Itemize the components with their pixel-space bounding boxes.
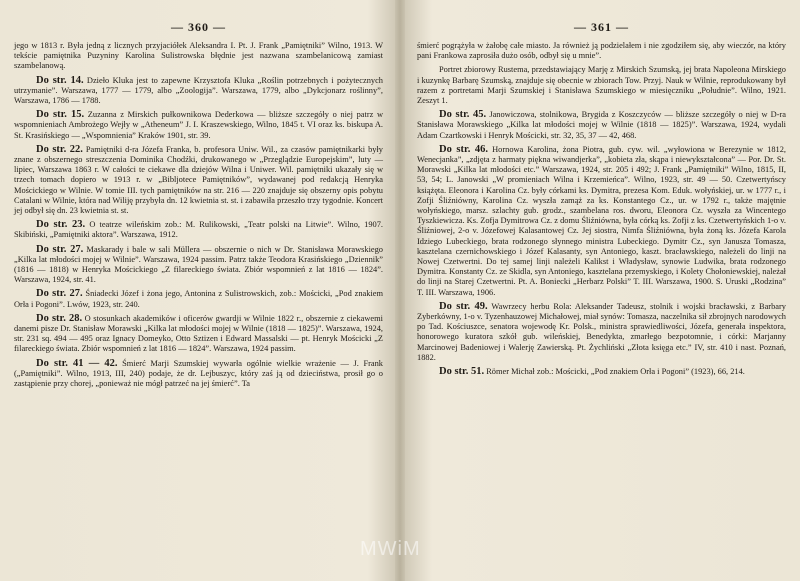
note-text: Zuzanna z Mirskich pułkownikowa Dederkowa — bliższe szczegóły o niej patrz w wspomnieniach Ambrożego Wejły w „Atheneum” J. I. Kraszewskiego, Wilno, 1845 t. VI oraz ks. biskupa A. St. Krasińskiego — „Wspomnienia” Kraków 1901, str. 39. — [14, 110, 383, 140]
note-entry — [14, 76, 383, 107]
note-entry — [417, 367, 786, 377]
note-text: Dzieło Kluka jest to zapewne Krzysztofa Kluka „Roślin potrzebnych i pożytecznych utrzymanie”. Warszawa, 1777 — 1779, albo „Zoologija”. Warszawa, 1779, albo „Dykcjonarz roślinny”, Warszawa, 1786 — 1788. — [14, 75, 383, 106]
page-number-right: — 361 — — [574, 20, 629, 34]
note-reference: Do str. 27. — [36, 288, 83, 300]
note-reference: Do str. 45. — [439, 109, 487, 121]
note-text: Römer Michał zob.: Mościcki, „Pod znakiem Orła i Pogoni” (1923), 66, 214. — [486, 367, 745, 377]
book-gutter — [395, 0, 405, 581]
note-reference: Do str. 49. — [439, 300, 488, 312]
note-text: jego w 1813 r. Była jedną z licznych przyjaciółek Aleksandra I. Pt. J. Frank „Pamiętniki” Wilno, 1913. W tekście pamiętnika Puzyniny Karolina Sulistrowska błędnie jest nazwana szambelanicową zamiast szambelanową. — [14, 41, 383, 71]
note-entry — [14, 245, 383, 286]
page-number-left: — 360 — — [171, 20, 226, 34]
note-text: Janowiczowa, stolnikowa, Brygida z Koszczyców — bliższe szczegóły o niej w D-ra Stanisława Morawskiego „Kilka lat młodości mojej w Wilnie (1818 — 1825)”. Warszawa, 1924, wydali Adam Czartkowski i Henryk Mościcki, str. 32, 35, 37 — 42, 468. — [417, 110, 786, 140]
note-entry — [14, 41, 383, 72]
note-reference: Do str. 46. — [439, 143, 489, 155]
note-text: Pamiętniki d-ra Józefa Franka, b. profesora Uniw. Wil., za czasów pamiętnikarki były znane z obszernego streszczenia Dominika Chodźki, drukowanego w „Przeglądzie Europejskim”, luty — lipiec, Warszawa 1863 r. W całości te ciekawe dla dziejów Wilna i Uniwer. Wil. pamiętniki ukazały się w trzech tomach dopiero w 1913 r. w „Bibljotece Pamiętników”, wydawanej pod redakcją Henryka Mościckiego w Wilnie. W tomie III. tych pamiętników na str. 216 — 220 znajduje się obszerny opis pobytu Catalani w Wilnie, która nad Wiliję przybyła dn. 12 kwietnia st. st. i zabawiła przeszło trzy tygodnie. Koncert jej odbył się dn. 23 kwietnia st. st. — [14, 144, 383, 216]
note-reference: Do str. 15. — [36, 109, 85, 121]
note-reference: Do str. 28. — [36, 312, 83, 324]
note-entry — [14, 145, 383, 216]
note-text: Maskarady i bale w sali Müllera — obszernie o nich w Dr. Stanisława Morawskiego „Kilka lat młodości mojej w Wilnie”. Warszawa, 1924 passim. Patrz także Teodora Krasińskiego „Dziennik” (1816 — 1818) w Henryka Mościckiego „Z filareckiego świata. Zbiór wspomnień z lat 1816 — 1824”. Warszawa, 1924, str. 41. — [14, 244, 383, 285]
note-text: O stosunkach akademików i oficerów gwardji w Wilnie 1822 r., obszernie z ciekawemi danemi pisze Dr. Stanisław Morawski „Kilka lat młodości mojej w Wilnie (1818 — 1825)”. Warszawa, 1924, str. 231 sq. 494 — 495 oraz Ignacy Domeyko, Otto Sztizen i Edward Massalski — pt. Henryk Mościcki „Z filareckiego świata. Zbiór wspomnień z lat 1816 — 1824”. Warszawa, 1924 passim. — [14, 313, 383, 354]
note-text: Śniadecki Józef i żona jego, Antonina z Sulistrowskich, zob.: Mościcki, „Pod znakiem Orła i Pogoni”. Lwów, 1923, str. 240. — [14, 289, 383, 309]
left-entries — [14, 41, 383, 389]
note-reference: Do str. 27. — [36, 243, 84, 255]
note-text: Śmierć Marji Szumskiej wywarła ogólnie wielkie wrażenie — J. Frank („Pamiętniki”. Wilno, 1913, III, 240) podaje, że dr. Lejbuszyc, który zaś ją od dzieciństwa, prosił go o zastąpienie przy chorej, „ponieważ nie mógł patrzeć na jej śmierć”. Ta — [14, 358, 383, 389]
note-text: Wawrzecy herbu Rola: Aleksander Tadeusz, stolnik i wojski bracławski, z Barbary Zyberkówny, 1-o v. Tyzenhauzowej Michałowej, miał synów: Tomasza, naczelnika sił zbrojnych narodowych po Tad. Kościuszce, senatora wojewodę Kr. Polsk., ministra sprawiedliwości, Józefa, generała inspektora, honorowego kuratora szkół gub. wileńskiej, Benedykta, zmarłego bezpotomnie, i córki: Marjanny Marcinowej Badeniowej i Walerję Zawierską. Pt. Żychliński „Złota księga etc.” IV, str. 410 i nast. Poznań, 1882. — [417, 301, 786, 362]
note-entry — [417, 145, 786, 298]
note-text: O teatrze wileńskim zob.: M. Rulikowski, „Teatr polski na Litwie”. Wilno, 1907. Skibiński, „Pamiętniki aktora”. Warszawa, 1912. — [14, 220, 383, 240]
note-text: śmierć pogrążyła w żałobę całe miasto. Ja również ją podzielałem i nie zgodziłem się, aby wieczór, na który pani Frankowa zaprosiła dużo osób, odbył się u mnie”. — [417, 41, 786, 61]
note-reference: Do str. 51. — [439, 366, 485, 378]
left-page — [0, 0, 395, 581]
watermark-logo: MWiM — [360, 538, 421, 560]
note-reference: Do str. 22. — [36, 143, 83, 155]
note-entry — [14, 314, 383, 355]
note-entry — [417, 65, 786, 106]
note-entry — [14, 289, 383, 309]
note-text: Portret zbiorowy Rustema, przedstawiający Marję z Mirskich Szumską, jej brata Napoleona Mirskiego i kuzynkę Barbarę Szumską, znajduje się obecnie w zbiorach Tow. Przyj. Nauk w Wilnie, reprodukowany był razem z portretami Marji Szumskiej i Stanisława Szumskiego w miesięczniku „Południe”. Wilno, 1921. Zeszyt 1. — [417, 65, 786, 106]
right-page — [405, 0, 800, 581]
note-entry — [14, 359, 383, 390]
note-entry — [417, 302, 786, 363]
note-entry — [417, 41, 786, 61]
note-reference: Do str. 14. — [36, 74, 84, 86]
right-entries — [417, 41, 786, 377]
note-reference: Do str. 23. — [36, 219, 86, 231]
note-entry — [14, 220, 383, 240]
note-reference: Do str. 41 — 42. — [36, 357, 118, 369]
note-entry — [417, 110, 786, 141]
note-text: Hornowa Karolina, żona Piotra, gub. cyw. wil. „wyłowiona w Berezynie w 1812, Wenecjanka”, „zdjęta z harmaty piękna wiwandjerka”, „kobieta zła, skąpa i niewykształcona” — Por. Dr. St. Morawski „Kilka lat młodości etc.” Warszawa, 1924, str. 205 i 492; J. Frank „Pamiętniki” Wilno, 1815, II, 53, 54; L. Janowski „W promieniach Wilna i Krzemieńca”. Wilno, 1923, str. 49 — 50. Czetwertyńscy książęta. Eleonora i Karolina Cz. były córkami ks. Dymitra, prezesa Kom. Eduk. wołyńskiej, ur. w 1777 r., i Zofji Śliźniówny, Karolina Cz. wyszła zamąż za ks. Konstantego Cz., ur. w 1792 r., także majętnie wołyńskiego, marsz. szlachty gub. grodz., szambelana ros. dworu, Eleonora Cz. wyszła za Wincentego Tyszkiewicza. Ks. Zofja Dymitrowa Cz. z domu Śliźniówna, była córką ks. Zofji z ks. Czetwertyńskich 1-o v. Śliźniowej, 2-o v. Józefowej Kalasantowej Cz. Jej siostra, Nimfa Śliźniówna, była żoną ks. Józefa Karola Idziego Lubeckiego, brata rodzonego słynnego ministra Lubeckiego. Dymitr Cz., syn Janusza Tomasza, kasztelana czernichowskiego i Józef Kalasanty, syn Antoniego, kaszt. bracławskiego, należeli do linji na Nowej Czetwertni. Do tej samej linji należeli Kalikst i Władysław, synowie Ludwika, brata rodzonego Dymitra. Konstanty Cz. ze Skidla, syn Antoniego, kasztelana przemyskiego, i Kolety Chołoniewskiej, należał do linji na Starej Czetwertni. Pt. A. Boniecki „Herbarz Polski” T. III. Warszawa, 1900. S. Uruski „Rodzina” T. III. Warszawa, 1906. — [417, 144, 786, 297]
note-entry — [14, 110, 383, 141]
